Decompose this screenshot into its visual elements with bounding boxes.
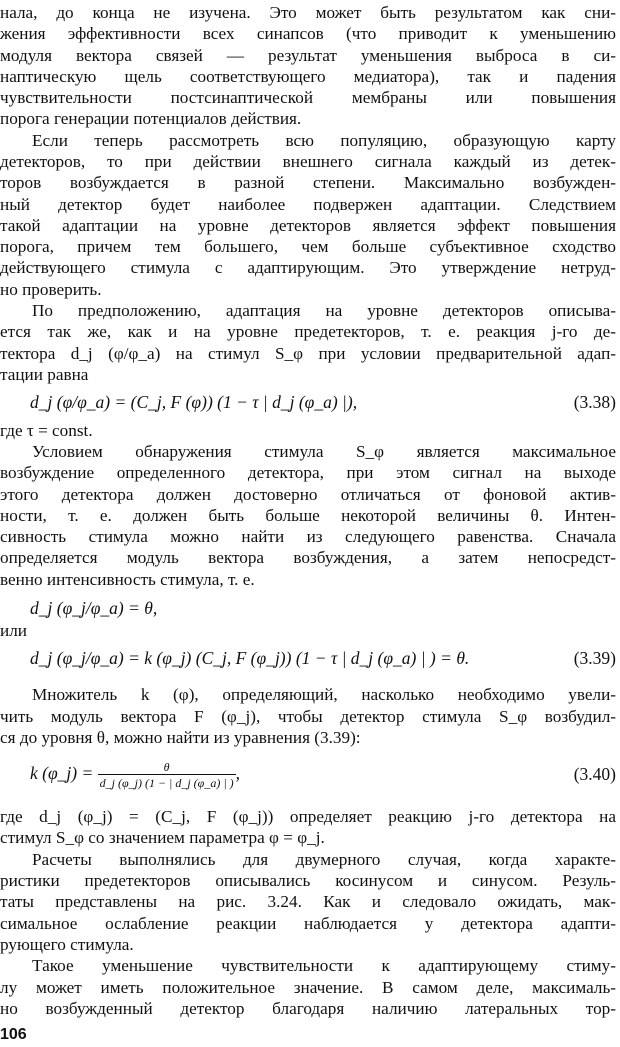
equation-3-39: d_j (φ_j/φ_a) = k (φ_j) (C_j, F (φ_j)) (1 − τ | d_j (φ_a) | ) = θ.: [30, 648, 470, 668]
text-line: торов возбуждается в разной степени. Максимально возбужден-: [0, 173, 616, 192]
text-line: такой адаптации на уровне детекторов является эффект повышения: [0, 216, 616, 235]
text-line: ности, т. е. должен быть больше некоторой величины θ. Интен-: [0, 506, 616, 525]
text-line: тации равна: [0, 365, 89, 384]
text-line: лу может иметь положительное значение. В самом деле, максималь-: [0, 978, 616, 997]
fraction-numerator: θ: [163, 760, 170, 774]
text-line: порога генерации потенциалов действия.: [0, 109, 302, 128]
text-line: возбуждение определенного детектора, при этом сигнал на выходе: [0, 463, 616, 482]
text-line: Расчеты выполнялись для двумерного случая, когда характе-: [32, 850, 616, 869]
text-line: но возбужденный детектор благодаря наличию латеральных тор-: [0, 999, 616, 1018]
text-line: действующего стимула с адаптирующим. Это утверждение нетруд-: [0, 258, 616, 277]
text-line: или: [0, 621, 27, 640]
text-line: Если теперь рассмотреть всю популяцию, образующую карту: [32, 131, 616, 150]
text-line: таты представлены на рис. 3.24. Как и следовало ожидать, мак-: [0, 892, 616, 911]
equation-number: (3.38): [573, 392, 616, 412]
fraction: [98, 760, 236, 790]
text-line: определяется модуль вектора возбуждения, а затем непосредст-: [0, 548, 616, 567]
text-line: нала, до конца не изучена. Это может быть результатом как сни-: [0, 3, 616, 22]
text-line: рующего стимула.: [0, 935, 134, 954]
text-line: По предположению, адаптация на уровне детекторов описыва-: [32, 301, 616, 320]
text-line: ристики предетекторов описывались косинусом и синусом. Резуль-: [0, 871, 616, 890]
text-line: Условием обнаружения стимула S_φ является максимальное: [32, 442, 616, 461]
text-line: где τ = const.: [0, 421, 93, 440]
text-line: стимул S_φ со значением параметра φ = φ_j.: [0, 828, 325, 847]
equation-3-38: d_j (φ/φ_a) = (C_j, F (φ)) (1 − τ | d_j (φ_a) |),: [30, 392, 358, 412]
text-line: Такое уменьшение чувствительности к адаптирующему стиму-: [32, 956, 616, 975]
text-line: ся до уровня θ, можно найти из уравнения (3.39):: [0, 728, 361, 747]
text-line: сивность стимула можно найти из следующего равенства. Сначала: [0, 527, 616, 546]
text-line: модуля вектора связей — результат уменьшения выброса в си-: [0, 46, 616, 65]
text-line: чувствительности постсинаптической мембраны или повышения: [0, 88, 616, 107]
fraction-denominator: d_j (φ_j) (1 − | d_j (φ_a) | ): [99, 776, 234, 790]
equation-3-40: [30, 760, 240, 790]
text-line: чить модуль вектора F (φ_j), чтобы детектор стимула S_φ возбудил-: [0, 707, 616, 726]
equation-lhs: k (φ_j) =: [30, 763, 94, 784]
text-line: ется так же, как и на уровне предетекторов, т. е. реакция j-го де-: [0, 322, 616, 341]
text-line: но проверить.: [0, 280, 102, 299]
text-line: венно интенсивность стимула, т. е.: [0, 570, 255, 589]
equation-unnumbered: d_j (φ_j/φ_a) = θ,: [30, 598, 158, 618]
text-line: жения эффективности всех синапсов (что приводит к уменьшению: [0, 24, 616, 43]
text-line: этого детектора должен достоверно отличаться от фоновой актив-: [0, 485, 616, 504]
equation-number: (3.39): [573, 648, 616, 668]
text-line: где d_j (φ_j) = (C_j, F (φ_j)) определяет реакцию j-го детектора на: [0, 807, 616, 826]
text-line: порога, причем тем большего, чем больше субъективное сходство: [0, 237, 616, 256]
page-number: 106: [0, 1026, 27, 1043]
equation-number: (3.40): [573, 764, 616, 784]
text-line: тектора d_j (φ/φ_a) на стимул S_φ при условии предварительной адап-: [0, 344, 616, 363]
text-line: детекторов, то при действии внешнего сигнала каждый из детек-: [0, 152, 616, 171]
text-line: наптическую щель соответствующего медиатора), так и падения: [0, 67, 616, 86]
text-line: Множитель k (φ), определяющий, насколько необходимо увели-: [32, 685, 616, 704]
text-line: ный детектор будет наиболее подвержен адаптации. Следствием: [0, 195, 616, 214]
equation-tail: ,: [235, 763, 240, 784]
text-line: симальное ослабление реакции наблюдается у детектора адапти-: [0, 914, 616, 933]
